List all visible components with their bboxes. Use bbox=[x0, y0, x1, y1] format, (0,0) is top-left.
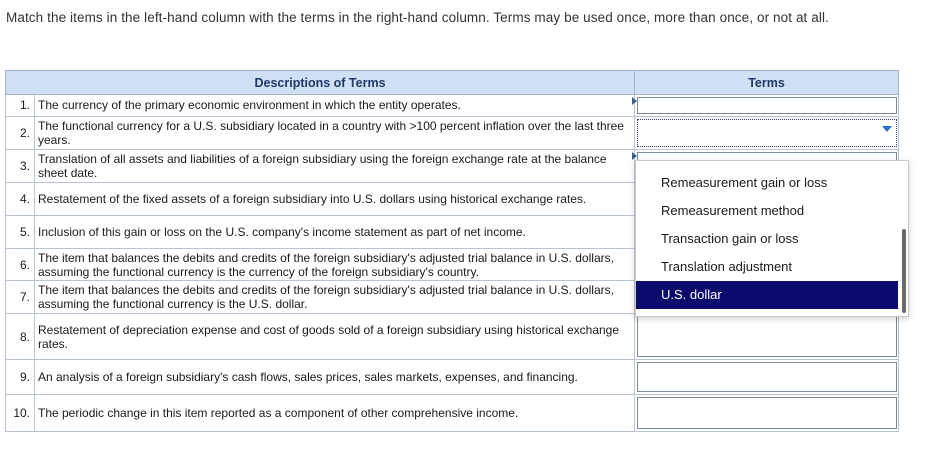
answer-select-8[interactable] bbox=[637, 316, 897, 356]
table-row bbox=[6, 95, 899, 117]
row-description: The periodic change in this item reported as a component of other comprehensive income. bbox=[35, 394, 635, 431]
row-description: An analysis of a foreign subsidiary's cash flows, sales prices, sales markets, expenses, and financing. bbox=[35, 359, 635, 394]
option-translation-adjustment[interactable]: Translation adjustment bbox=[661, 259, 793, 274]
answer-select-10[interactable] bbox=[637, 397, 897, 429]
row-number: 8. bbox=[6, 314, 35, 359]
row-number: 2. bbox=[6, 116, 35, 149]
row-number: 7. bbox=[6, 281, 35, 314]
terms-header: Terms bbox=[635, 71, 899, 95]
row-description: The item that balances the debits and credits of the foreign subsidiary's adjusted trial balance in U.S. dollars, assuming the functional currency is the currency of the foreign subsidiary's country. bbox=[35, 248, 635, 281]
table-row bbox=[6, 394, 899, 431]
option-remeasurement-gain-or-loss[interactable]: Remeasurement gain or loss bbox=[661, 175, 828, 190]
row-description: The item that balances the debits and credits of the foreign subsidiary's adjusted trial balance in U.S. dollars, assuming the functional currency is the U.S. dollar. bbox=[35, 281, 635, 314]
answer-cell bbox=[635, 359, 899, 394]
row-description: The currency of the primary economic environment in which the entity operates. bbox=[35, 95, 635, 117]
dropdown-arrow-icon[interactable] bbox=[882, 126, 892, 132]
dropdown-scrollbar[interactable] bbox=[902, 229, 906, 313]
answer-select-1[interactable] bbox=[637, 97, 897, 114]
row-description: Restatement of depreciation expense and cost of goods sold of a foreign subsidiary using historical exchange rates. bbox=[35, 314, 635, 359]
row-number: 6. bbox=[6, 248, 35, 281]
answer-select-2[interactable] bbox=[637, 119, 897, 147]
descriptions-header: Descriptions of Terms bbox=[6, 71, 635, 95]
row-number: 4. bbox=[6, 182, 35, 215]
row-number: 3. bbox=[6, 149, 35, 182]
row-description: Inclusion of this gain or loss on the U.S. company's income statement as part of net income. bbox=[35, 215, 635, 248]
table-row bbox=[6, 314, 899, 359]
table-row bbox=[6, 116, 899, 149]
option-transaction-gain-or-loss[interactable]: Transaction gain or loss bbox=[661, 231, 799, 246]
answer-cell bbox=[635, 95, 899, 117]
instructions-text: Match the items in the left-hand column with the terms in the right-hand column. Terms may be used once, more than once, or not at all. bbox=[6, 10, 829, 25]
answer-cell bbox=[635, 116, 899, 149]
row-description: Restatement of the fixed assets of a foreign subsidiary into U.S. dollars using historical exchange rates. bbox=[35, 182, 635, 215]
row-number: 5. bbox=[6, 215, 35, 248]
option-remeasurement-method[interactable]: Remeasurement method bbox=[661, 203, 805, 218]
option-us-dollar[interactable]: U.S. dollar bbox=[636, 281, 898, 309]
table-row bbox=[6, 359, 899, 394]
answer-select-9[interactable] bbox=[637, 362, 897, 392]
terms-dropdown-list[interactable] bbox=[635, 160, 909, 317]
table-header-row bbox=[6, 71, 899, 95]
row-number: 9. bbox=[6, 359, 35, 394]
row-description: The functional currency for a U.S. subsidiary located in a country with >100 percent inflation over the last three years. bbox=[35, 116, 635, 149]
answer-cell bbox=[635, 314, 899, 359]
answer-cell bbox=[635, 394, 899, 431]
row-description: Translation of all assets and liabilities of a foreign subsidiary using the foreign exchange rate at the balance sheet date. bbox=[35, 149, 635, 182]
row-number: 1. bbox=[6, 95, 35, 117]
row-number: 10. bbox=[6, 394, 35, 431]
